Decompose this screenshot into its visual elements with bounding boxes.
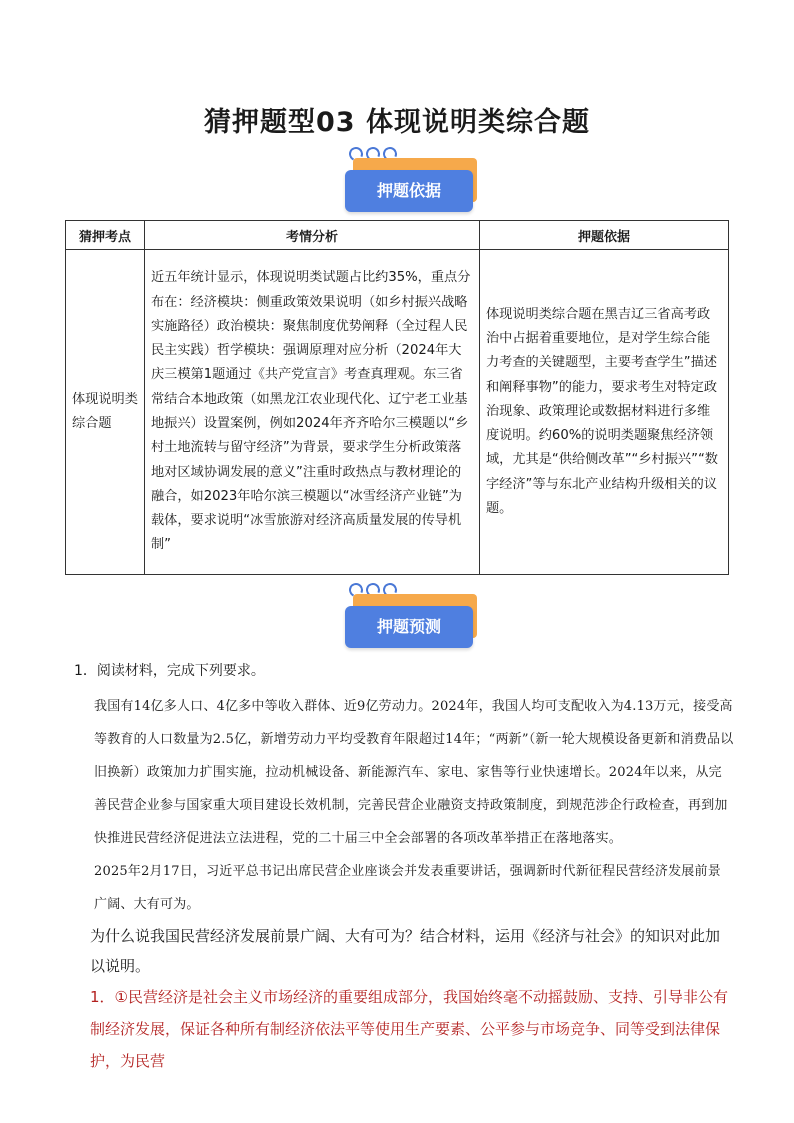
question-prompt: 1．阅读材料，完成下列要求。 <box>74 663 265 679</box>
point-cell: 体现说明类综合题 <box>66 250 145 575</box>
header-basis: 押题依据 <box>480 221 729 250</box>
basis-table <box>65 220 729 575</box>
section-badge-prediction <box>343 582 481 654</box>
section-badge-basis <box>343 146 481 218</box>
table-row <box>66 250 729 575</box>
header-point: 猜押考点 <box>66 221 145 250</box>
analysis-cell: 近五年统计显示，体现说明类试题占比约35%，重点分布在：经济模块：侧重政策效果说明（如乡村振兴战略实施路径）政治模块：聚焦制度优势阐释（全过程人民民主实践）哲学模块：强调原理对应分析（2024年大庆三模第1题通过《共产党宣言》考查真理观。东三省常结合本地政策（如黑龙江农业现代化、辽宁老工业基地振兴）设置案例，例如2024年齐齐哈尔三模题以“乡村土地流转与留守经济”为背景，要求学生分析政策落地对区域协调发展的意义”注重时政热点与教材理论的融合，如2023年哈尔滨三模题以“冰雪经济产业链”为载体，要求说明“冰雪旅游对经济高质量发展的传导机制” <box>145 250 480 575</box>
basis-cell: 体现说明类综合题在黑吉辽三省高考政治中占据着重要地位，是对学生综合能力考查的关键题型，主要考查学生”描述和阐释事物”的能力，要求考生对特定政治现象、政策理论或数据材料进行多维度说明。约60%的说明类题聚焦经济领域，尤其是“供给侧改革”“乡村振兴”“数字经济”等与东北产业结构升级相关的议题。 <box>480 250 729 575</box>
page-title: 猜押题型03 体现说明类综合题 <box>204 107 590 138</box>
question-ask: 为什么说我国民营经济发展前景广阔、大有可为？结合材料，运用《经济与社会》的知识对此加以说明。 <box>90 927 721 975</box>
answer-text: 1．①民营经济是社会主义市场经济的重要组成部分，我国始终毫不动摇鼓励、支持、引导非公有制经济发展，保证各种所有制经济依法平等使用生产要素、公平参与市场竞争、同等受到法律保护，为民营 <box>90 988 728 1070</box>
section-badge-label: 押题预测 <box>345 606 473 648</box>
section-badge-label: 押题依据 <box>345 170 473 212</box>
question-block <box>74 660 734 1077</box>
material-paragraph-2: 2025年2月17日，习近平总书记出席民营企业座谈会并发表重要讲话，强调新时代新征程民营经济发展前景广阔、大有可为。 <box>94 864 721 912</box>
table-header-row <box>66 221 729 250</box>
material-paragraph-1: 我国有14亿多人口、4亿多中等收入群体、近9亿劳动力。2024年，我国人均可支配收入为4.13万元，接受高等教育的人口数量为2.5亿，新增劳动力平均受教育年限超过14年；“两新”（新一轮大规模设备更新和消费品以旧换新）政策加力扩围实施，拉动机械设备、新能源汽车、家电、家售等行业快速增长。2024年以来，从完善民营企业参与国家重大项目建设长效机制，完善民营企业融资支持政策制度，到规范涉企行政检查，再到加快推进民营经济促进法立法进程，党的二十届三中全会部署的各项改革举措正在落地落实。 <box>94 699 734 846</box>
header-analysis: 考情分析 <box>145 221 480 250</box>
